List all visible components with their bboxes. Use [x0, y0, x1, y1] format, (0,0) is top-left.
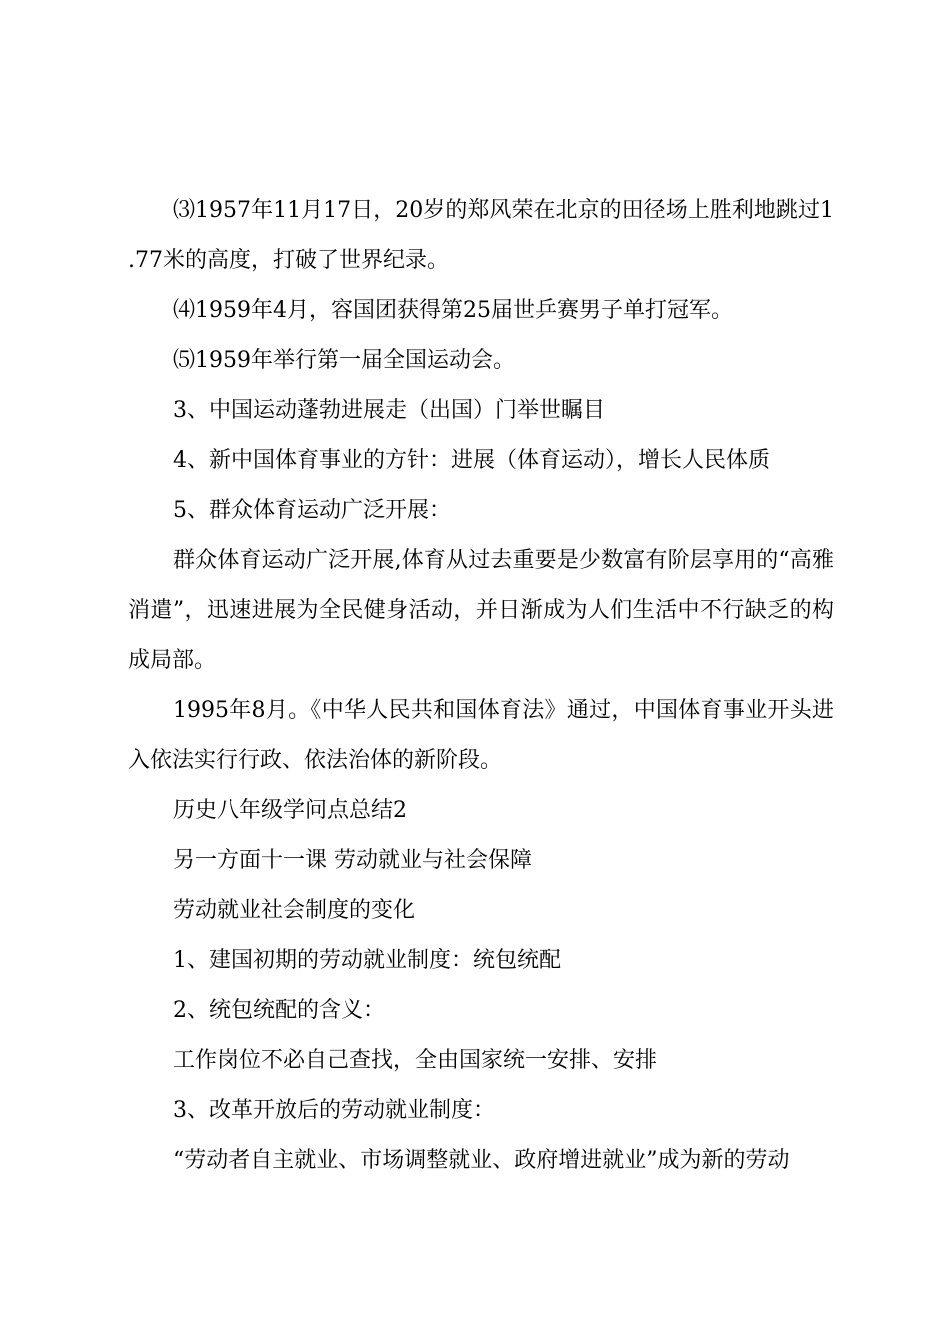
paragraph-mass-sports: 群众体育运动广泛开展,体育从过去重要是少数富有阶层享用的“高雅消遣”，迅速进展为全民健身活动，并日渐成为人们生活中不行缺乏的构成局部。: [128, 548, 834, 673]
subsection-title: 劳动就业社会制度的变化: [173, 898, 416, 923]
paragraph-employment-2: 2、统包统配的含义：: [173, 998, 385, 1023]
paragraph-employment-1: 1、建国初期的劳动就业制度：统包统配: [173, 948, 561, 973]
paragraph-sports-law: 1995年8月。《中华人民共和国体育法》通过，中国体育事业开头进入依法实行行政、依法治体的新阶段。: [128, 698, 834, 773]
paragraph-employment-3: 3、改革开放后的劳动就业制度：: [173, 1098, 495, 1123]
paragraph-national-games: ⑸1959年举行第一届全国运动会。: [173, 348, 515, 373]
paragraph-heading-5: 5、群众体育运动广泛开展：: [173, 498, 451, 523]
paragraph-employment-meaning: 工作岗位不必自己查找，全由国家统一安排、安排: [173, 1048, 658, 1073]
lesson-title: 另一方面十一课 劳动就业与社会保障: [173, 848, 532, 873]
paragraph-employment-new-system: “劳动者自主就业、市场调整就业、政府增进就业”成为新的劳动: [173, 1148, 790, 1173]
paragraph-heading-3: 3、中国运动蓬勃进展走（出国）门举世瞩目: [173, 398, 605, 423]
paragraph-heading-4: 4、新中国体育事业的方针：进展（体育运动），增长人民体质: [173, 448, 770, 473]
section-title: 历史八年级学问点总结2: [173, 798, 407, 823]
document-body: [128, 186, 834, 1186]
paragraph-record-jump: ⑶1957年11月17日，20岁的郑风荣在北京的田径场上胜利地跳过1.77米的高度，打破了世界纪录。: [128, 198, 834, 273]
paragraph-table-tennis: ⑷1959年4月，容国团获得第25届世乒赛男子单打冠军。: [173, 298, 733, 323]
